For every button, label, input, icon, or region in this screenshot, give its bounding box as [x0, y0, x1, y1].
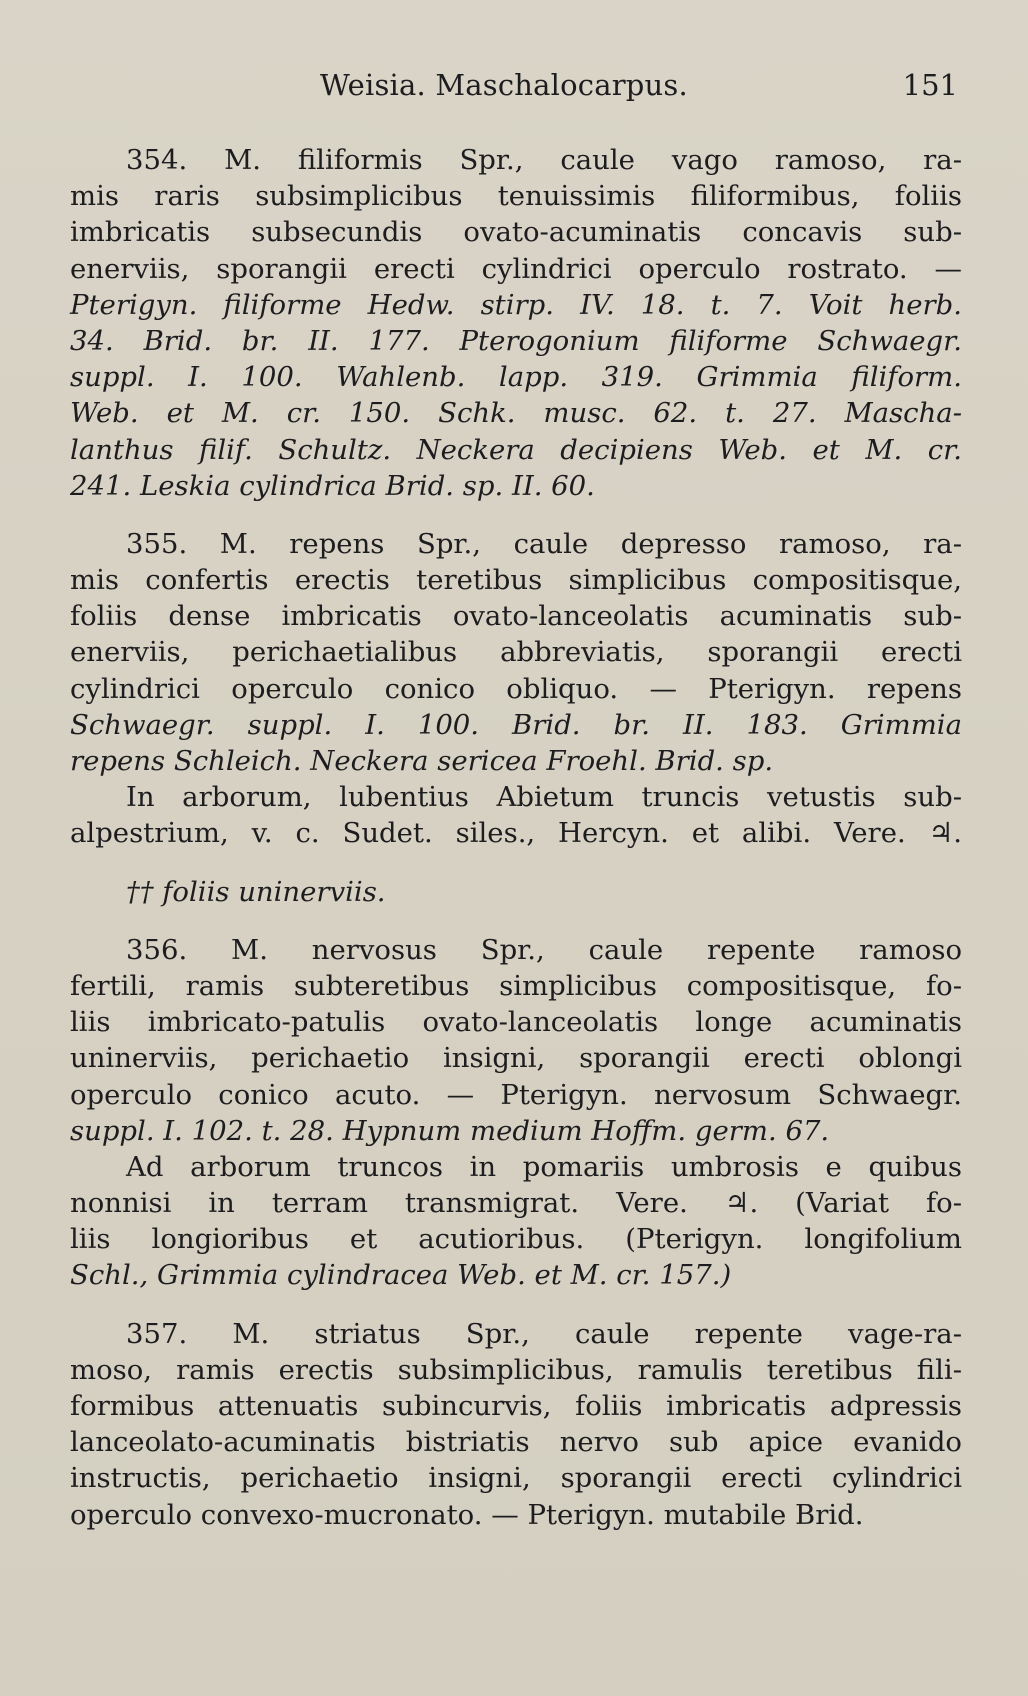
text-line: mis confertis erectis teretibus simplicibus compositisque,: [70, 564, 962, 597]
text-line: liis longioribus et acutioribus. (Pterigyn. longifolium: [70, 1223, 962, 1256]
text-line: fertili, ramis subteretibus simplicibus compositisque, fo-: [70, 969, 962, 1002]
text-line: foliis dense imbricatis ovato-lanceolatis acuminatis sub-: [70, 600, 962, 633]
text-line: Schl., Grimmia cylindracea Web. et M. cr. 157.): [70, 1259, 732, 1292]
text-line: suppl. I. 102. t. 28. Hypnum medium Hoffm. germ. 67.: [70, 1114, 830, 1147]
text-line: Schwaegr. suppl. I. 100. Brid. br. II. 183. Grimmia: [70, 708, 962, 741]
text-line: operculo convexo-mucronato. — Pterigyn. mutabile Brid.: [70, 1498, 864, 1531]
text-line: nonnisi in terram transmigrat. Vere. ♃. (Variat fo-: [70, 1187, 962, 1220]
text-line: liis imbricato-patulis ovato-lanceolatis longe acuminatis: [70, 1006, 962, 1039]
text-line: operculo conico acuto. — Pterigyn. nervosum Schwaegr.: [70, 1078, 962, 1111]
text-line: instructis, perichaetio insigni, sporangii erecti cylindrici: [70, 1462, 962, 1495]
text-line: 34. Brid. br. II. 177. Pterogonium filiforme Schwaegr.: [70, 324, 962, 357]
text-line: moso, ramis erectis subsimplicibus, ramulis teretibus fili-: [70, 1353, 962, 1386]
text-line: 357. M. striatus Spr., caule repente vage-ra-: [126, 1317, 962, 1350]
text-line: Web. et M. cr. 150. Schk. musc. 62. t. 27. Mascha-: [70, 397, 962, 430]
text-line: Ad arborum truncos in pomariis umbrosis e quibus: [126, 1150, 962, 1183]
text-line: enerviis, sporangii erecti cylindrici operculo rostrato. —: [70, 252, 962, 285]
text-line: formibus attenuatis subincurvis, foliis imbricatis adpressis: [70, 1390, 962, 1422]
text-line: lanceolato-acuminatis bistriatis nervo sub apice evanido: [70, 1426, 962, 1459]
text-line: suppl. I. 100. Wahlenb. lapp. 319. Grimmia filiform.: [70, 361, 962, 394]
text-line: cylindrici operculo conico obliquo. — Pterigyn. repens: [70, 672, 962, 705]
text-line: mis raris subsimplicibus tenuissimis filiformibus, foliis: [70, 180, 962, 213]
text-line: 241. Leskia cylindrica Brid. sp. II. 60.: [70, 469, 595, 502]
text-line: Pterigyn. filiforme Hedw. stirp. IV. 18. t. 7. Voit herb.: [70, 288, 962, 321]
text-line: uninerviis, perichaetio insigni, sporangii erecti oblongi: [70, 1042, 962, 1075]
text-line: In arborum, lubentius Abietum truncis vetustis sub-: [126, 781, 962, 814]
text-line: alpestrium, v. c. Sudet. siles., Hercyn. et alibi. Vere. ♃.: [70, 817, 962, 850]
text-line: enerviis, perichaetialibus abbreviatis, sporangii erecti: [70, 636, 962, 669]
text-line: 355. M. repens Spr., caule depresso ramoso, ra-: [126, 527, 962, 560]
text-line: 354. M. filiformis Spr., caule vago ramoso, ra-: [126, 144, 962, 176]
text-line: 356. M. nervosus Spr., caule repente ramoso: [126, 933, 962, 966]
text-line: repens Schleich. Neckera sericea Froehl. Brid. sp.: [70, 745, 774, 777]
page-header: [0, 68, 1028, 108]
page-number: 151: [902, 68, 958, 102]
running-head: Weisia. Maschalocarpus.: [320, 68, 688, 102]
section-subheading: †† foliis uninerviis.: [126, 875, 386, 908]
text-block: [70, 142, 962, 1533]
text-line: lanthus filif. Schultz. Neckera decipiens Web. et M. cr.: [70, 433, 962, 466]
text-line: imbricatis subsecundis ovato-acuminatis concavis sub-: [70, 216, 962, 249]
